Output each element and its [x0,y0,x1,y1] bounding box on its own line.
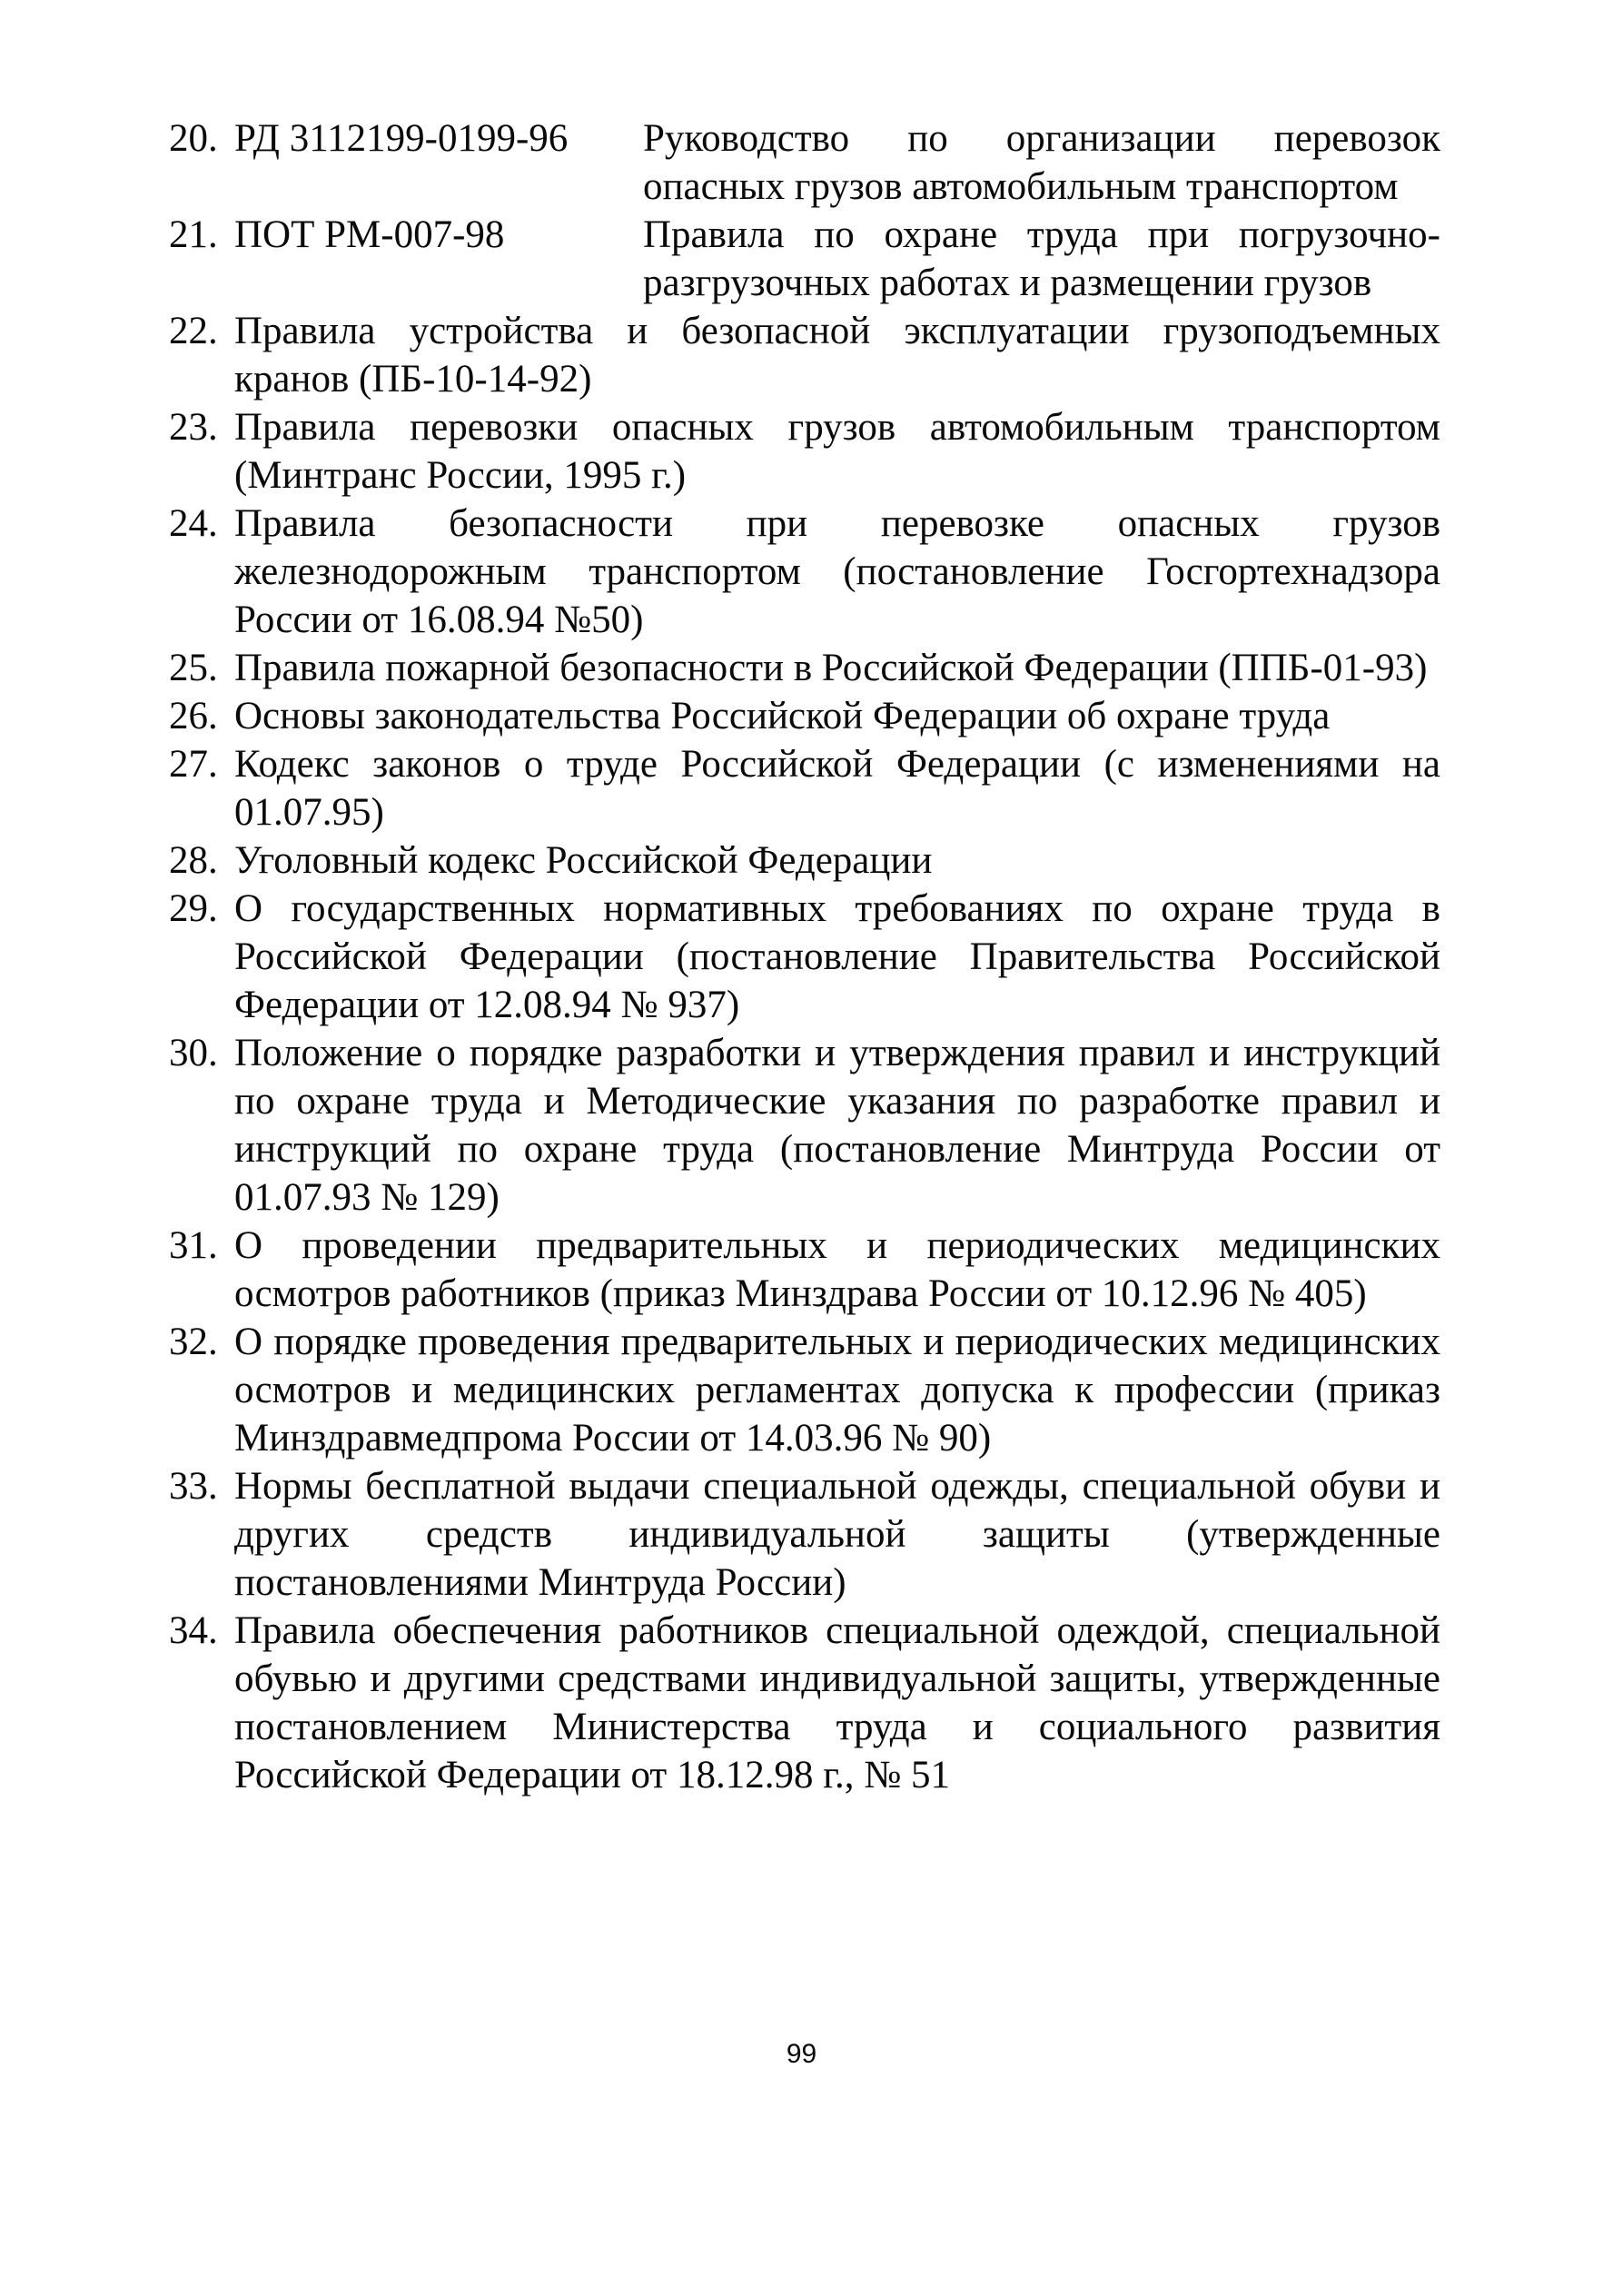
item-text: Положение о порядке разработки и утверждения правил и инструкций по охране труда и Методические указания по разработке правил и инструкций по охране труда (постановление Минтруда России от 01.07.93 № 129) [234,1032,1440,1219]
item-number: 30. [169,1032,218,1074]
item-text: Правила пожарной безопасности в Российской Федерации (ППБ-01-93) [234,647,1428,689]
item-number: 22. [169,310,218,352]
list-item [169,1318,1440,1462]
list-item [169,114,1440,211]
item-text: Кодекс законов о труде Российской Федерации (с изменениями на 01.07.95) [234,743,1440,834]
item-text: О порядке проведения предварительных и периодических медицинских осмотров и медицинских регламентах допуска к профессии (приказ Минздравмедпрома России от 14.03.96 № 90) [234,1321,1440,1460]
item-number: 27. [169,743,218,786]
item-text: Руководство по организации перевозок опасных грузов автомобильным транспортом [643,117,1440,208]
item-text: О проведении предварительных и периодических медицинских осмотров работников (приказ Минздрава России от 10.12.96 № 405) [234,1224,1440,1315]
item-text: Правила устройства и безопасной эксплуатации грузоподъемных кранов (ПБ-10-14-92) [234,310,1440,401]
list-item [169,644,1440,692]
item-text: Правила по охране труда при погрузочно-разгрузочных работах и размещении грузов [643,213,1440,304]
item-text: Правила обеспечения работников специальной одеждой, специальной обувью и другими средствами индивидуальной защиты, утвержденные постановлением Министерства труда и социального развития Российской Федерации от 18.12.98 г., № 51 [234,1609,1440,1796]
list-item [169,1462,1440,1607]
list-item [169,692,1440,740]
list-item [169,1222,1440,1318]
list-item [169,403,1440,500]
item-number: 20. [169,117,218,160]
item-number: 26. [169,695,218,737]
item-code: РД 3112199-0199-96 [234,117,569,160]
item-text: Нормы бесплатной выдачи специальной одежды, специальной обуви и других средств индивидуальной защиты (утвержденные постановлениями Минтруда России) [234,1465,1440,1604]
page-number: 99 [786,2039,817,2069]
item-number: 24. [169,502,218,545]
item-number: 25. [169,647,218,689]
item-number: 31. [169,1224,218,1267]
reference-list [169,114,1440,1799]
list-item [169,500,1440,644]
item-text: О государственных нормативных требованиях по охране труда в Российской Федерации (постановление Правительства Российской Федерации от 12.08.94 № 937) [234,887,1440,1026]
item-number: 21. [169,213,218,256]
item-number: 29. [169,887,218,930]
item-number: 28. [169,839,218,882]
item-number: 33. [169,1465,218,1508]
item-text: Основы законодательства Российской Федерации об охране труда [234,695,1331,737]
item-text: Уголовный кодекс Российской Федерации [234,839,933,882]
item-number: 34. [169,1609,218,1652]
list-item [169,307,1440,403]
list-item [169,836,1440,885]
item-text: Правила перевозки опасных грузов автомобильным транспортом (Минтранс России, 1995 г.) [234,406,1440,497]
item-code: ПОТ РМ-007-98 [234,213,505,256]
item-number: 23. [169,406,218,449]
list-item [169,1029,1440,1222]
item-text: Правила безопасности при перевозке опасных грузов железнодорожным транспортом (постановление Госгортехнадзора России от 16.08.94 №50) [234,502,1440,641]
list-item [169,211,1440,307]
item-number: 32. [169,1321,218,1363]
list-item [169,885,1440,1029]
list-item [169,1607,1440,1799]
list-item [169,740,1440,836]
